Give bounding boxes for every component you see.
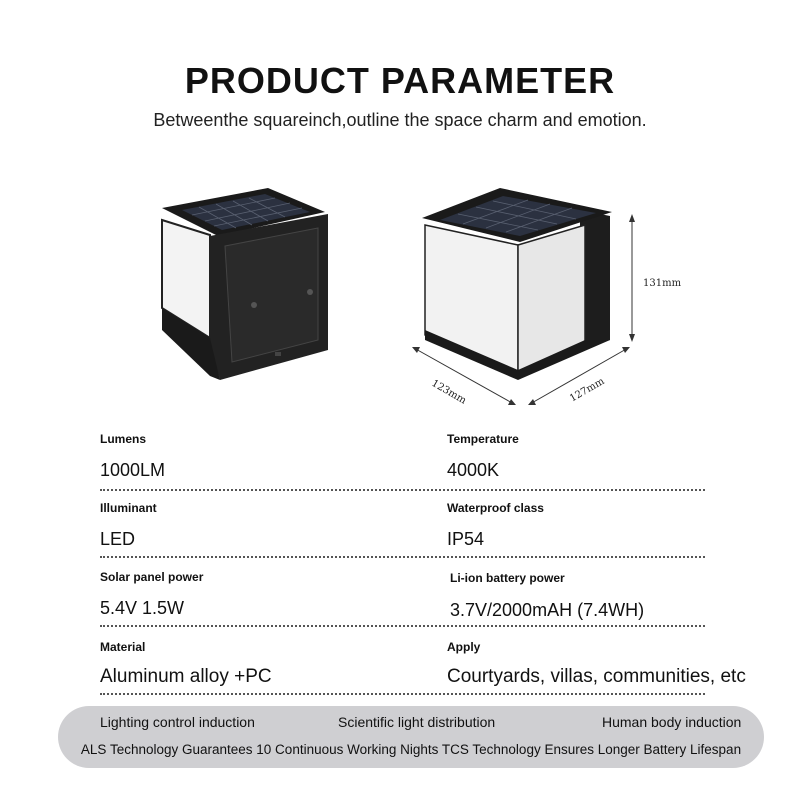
dotted-divider [100, 625, 705, 627]
page-title: PRODUCT PARAMETER [184, 60, 616, 101]
technology-statement: ALS Technology Guarantees 10 Continuous Working Nights TCS Technology Ensures Longer Battery Lifespan [80, 742, 742, 757]
param-label: Solar panel power [100, 570, 204, 584]
width-dimension-label: 127mm [568, 375, 607, 405]
param-value: 1000LM [100, 460, 166, 480]
param-temperature [447, 432, 757, 481]
param-solar-panel-power [100, 570, 410, 619]
param-label: Temperature [447, 432, 519, 446]
param-illuminant [100, 501, 410, 550]
param-apply [447, 640, 777, 688]
dotted-divider [100, 489, 705, 491]
dotted-divider [100, 693, 705, 695]
param-waterproof-class [447, 501, 757, 550]
height-dimension-label: 131mm [643, 278, 682, 289]
param-label: Material [100, 640, 146, 654]
param-label: Apply [447, 640, 481, 654]
param-battery-power [450, 571, 760, 621]
feature-body-induction: Human body induction [602, 714, 742, 730]
param-label: Waterproof class [447, 501, 544, 515]
feature-lighting-control: Lighting control induction [100, 714, 255, 730]
param-value: 5.4V 1.5W [100, 598, 185, 618]
param-value: 4000K [447, 460, 500, 480]
dotted-divider [100, 556, 705, 558]
param-value: 3.7V/2000mAH (7.4WH) [450, 600, 645, 620]
product-back-view-image [150, 180, 360, 390]
param-label: Li-ion battery power [450, 571, 565, 585]
feature-light-distribution: Scientific light distribution [338, 714, 496, 730]
param-value: IP54 [447, 529, 485, 549]
param-value: LED [100, 529, 136, 549]
param-value: Courtyards, villas, communities, etc [447, 666, 746, 687]
param-label: Lumens [100, 432, 147, 446]
depth-dimension-label: 123mm [429, 378, 468, 407]
page-subtitle: Betweenthe squareinch,outline the space charm and emotion. [153, 110, 647, 130]
param-material [100, 640, 410, 688]
param-value: Aluminum alloy +PC [100, 666, 272, 687]
param-lumens [100, 432, 410, 481]
param-label: Illuminant [100, 501, 157, 515]
product-front-view-image [400, 180, 700, 410]
